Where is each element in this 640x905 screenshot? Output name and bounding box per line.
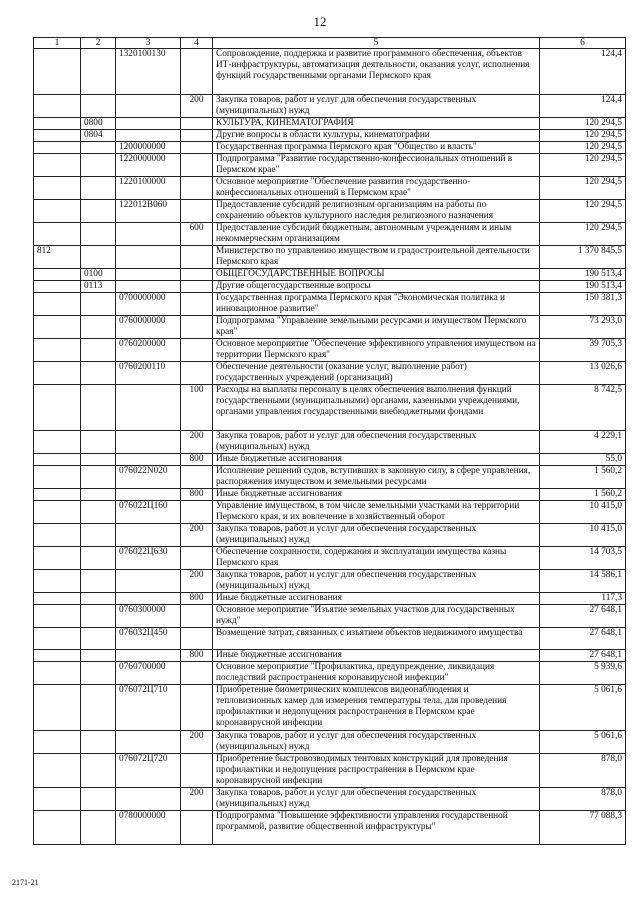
table-row [34, 685, 626, 731]
section-code-cell [81, 454, 116, 466]
amount-cell: 190 513,4 [540, 269, 626, 281]
item-name-cell: ОБЩЕГОСУДАРСТВЕННЫЕ ВОПРОСЫ [213, 269, 540, 281]
item-name-cell: Подпрограмма "Повышение эффективности управления государственной программой, развитие общественной инфраструктуры" [213, 811, 540, 845]
target-article-cell: 076022Ц630 [116, 547, 181, 570]
expense-type-cell [181, 142, 213, 154]
expense-type-cell [181, 605, 213, 628]
expense-type-cell: 600 [181, 223, 213, 246]
ministry-code-cell [34, 362, 81, 385]
table-header-row [34, 38, 626, 49]
item-name-cell: Управление имуществом, в том числе земельными участками на территории Пермского края, и их вовлечение в хозяйственный оборот [213, 501, 540, 524]
expense-type-cell [181, 685, 213, 731]
table-row [34, 662, 626, 685]
target-article-cell [116, 454, 181, 466]
amount-cell: 120 294,5 [540, 118, 626, 130]
amount-cell: 39 705,3 [540, 339, 626, 362]
item-name-cell: Государственная программа Пермского края "Общество и власть" [213, 142, 540, 154]
table-row [34, 200, 626, 223]
item-name-cell: Возмещение затрат, связанных с изъятием объектов недвижимого имущества [213, 628, 540, 650]
section-code-cell [81, 501, 116, 524]
target-article-cell: 0760200110 [116, 362, 181, 385]
expense-type-cell: 200 [181, 95, 213, 118]
item-name-cell: Предоставление субсидий религиозным организациям на работы по сохранению объектов культурного наследия религиозного назначения [213, 200, 540, 223]
section-code-cell [81, 316, 116, 339]
expense-type-cell: 200 [181, 731, 213, 754]
amount-cell: 5 061,6 [540, 685, 626, 731]
amount-cell: 10 415,0 [540, 524, 626, 547]
item-name-cell: Приобретение биометрических комплексов видеонаблюдения и тепловизионных камер для измерения температуры тела, для проведения профилактики и недопущения распространения в Пермском крае коронавирусной инфекции [213, 685, 540, 731]
document-footer-code: 2171-21 [12, 878, 39, 887]
section-code-cell [81, 293, 116, 316]
section-code-cell [81, 385, 116, 431]
item-name-cell: КУЛЬТУРА, КИНЕМАТОГРАФИЯ [213, 118, 540, 130]
amount-cell: 1 560,2 [540, 489, 626, 501]
item-name-cell: Иные бюджетные ассигнования [213, 650, 540, 662]
ministry-code-cell [34, 628, 81, 650]
table-row [34, 547, 626, 570]
amount-cell: 27 648,1 [540, 605, 626, 628]
ministry-code-cell [34, 293, 81, 316]
page-number: 12 [313, 14, 327, 29]
ministry-code-cell: 812 [34, 246, 81, 269]
section-code-cell [81, 177, 116, 200]
amount-cell: 120 294,5 [540, 200, 626, 223]
ministry-code-cell [34, 501, 81, 524]
target-article-cell [116, 118, 181, 130]
budget-table [33, 37, 626, 845]
section-code-cell: 0800 [81, 118, 116, 130]
target-article-cell: 076032Ц450 [116, 628, 181, 650]
ministry-code-cell [34, 489, 81, 501]
amount-cell: 73 293,0 [540, 316, 626, 339]
expense-type-cell: 800 [181, 489, 213, 501]
item-name-cell: Закупка товаров, работ и услуг для обеспечения государственных (муниципальных) нужд [213, 731, 540, 754]
target-article-cell [116, 524, 181, 547]
section-code-cell [81, 223, 116, 246]
section-code-cell: 0113 [81, 281, 116, 293]
item-name-cell: Государственная программа Пермского края "Экономическая политика и инновационное развитие" [213, 293, 540, 316]
ministry-code-cell [34, 662, 81, 685]
item-name-cell: Основное мероприятие "Обеспечение развития государственно-конфессиональных отношений в Пермском крае" [213, 177, 540, 200]
ministry-code-cell [34, 223, 81, 246]
target-article-cell [116, 95, 181, 118]
table-row [34, 339, 626, 362]
amount-cell: 5 939,6 [540, 662, 626, 685]
item-name-cell: Иные бюджетные ассигнования [213, 454, 540, 466]
amount-cell: 10 415,0 [540, 501, 626, 524]
expense-type-cell [181, 200, 213, 223]
target-article-cell: 1220000000 [116, 154, 181, 177]
amount-cell: 27 648,1 [540, 650, 626, 662]
table-row [34, 524, 626, 547]
expense-type-cell: 200 [181, 570, 213, 593]
ministry-code-cell [34, 385, 81, 431]
item-name-cell: Обеспечение деятельности (оказание услуг, выполнение работ) государственных учреждений (организаций) [213, 362, 540, 385]
table-row [34, 130, 626, 142]
section-code-cell [81, 605, 116, 628]
item-name-cell: Закупка товаров, работ и услуг для обеспечения государственных (муниципальных) нужд [213, 570, 540, 593]
section-code-cell [81, 628, 116, 650]
section-code-cell [81, 339, 116, 362]
column-header: 1 [34, 38, 81, 49]
expense-type-cell: 200 [181, 524, 213, 547]
table-row [34, 788, 626, 811]
expense-type-cell [181, 754, 213, 788]
item-name-cell: Подпрограмма "Управление земельными ресурсами и имуществом Пермского края" [213, 316, 540, 339]
table-row [34, 650, 626, 662]
item-name-cell: Подпрограмма "Развитие государственно-конфессиональных отношений в Пермском крае" [213, 154, 540, 177]
expense-type-cell: 800 [181, 650, 213, 662]
item-name-cell: Иные бюджетные ассигнования [213, 593, 540, 605]
expense-type-cell [181, 49, 213, 95]
table-row [34, 605, 626, 628]
ministry-code-cell [34, 49, 81, 95]
section-code-cell [81, 662, 116, 685]
ministry-code-cell [34, 200, 81, 223]
item-name-cell: Обеспечение сохранности, содержания и эксплуатации имущества казны Пермского края [213, 547, 540, 570]
amount-cell: 5 061,6 [540, 731, 626, 754]
amount-cell: 878,0 [540, 754, 626, 788]
section-code-cell [81, 570, 116, 593]
section-code-cell [81, 362, 116, 385]
target-article-cell [116, 593, 181, 605]
ministry-code-cell [34, 142, 81, 154]
ministry-code-cell [34, 118, 81, 130]
ministry-code-cell [34, 431, 81, 454]
item-name-cell: Закупка товаров, работ и услуг для обеспечения государственных (муниципальных) нужд [213, 524, 540, 547]
ministry-code-cell [34, 788, 81, 811]
expense-type-cell: 800 [181, 454, 213, 466]
column-header: 6 [540, 38, 626, 49]
table-row [34, 628, 626, 650]
section-code-cell [81, 489, 116, 501]
ministry-code-cell [34, 130, 81, 142]
table-row [34, 246, 626, 269]
amount-cell: 124,4 [540, 49, 626, 95]
ministry-code-cell [34, 316, 81, 339]
ministry-code-cell [34, 685, 81, 731]
table-row [34, 593, 626, 605]
column-header: 5 [213, 38, 540, 49]
target-article-cell: 1200000000 [116, 142, 181, 154]
section-code-cell [81, 49, 116, 95]
table-row [34, 362, 626, 385]
table-row [34, 95, 626, 118]
target-article-cell [116, 788, 181, 811]
target-article-cell: 1320100130 [116, 49, 181, 95]
section-code-cell [81, 593, 116, 605]
expense-type-cell [181, 547, 213, 570]
expense-type-cell [181, 811, 213, 845]
expense-type-cell [181, 154, 213, 177]
target-article-cell [116, 489, 181, 501]
section-code-cell [81, 466, 116, 489]
ministry-code-cell [34, 177, 81, 200]
amount-cell: 117,3 [540, 593, 626, 605]
expense-type-cell [181, 316, 213, 339]
amount-cell: 1 560,2 [540, 466, 626, 489]
amount-cell: 878,0 [540, 788, 626, 811]
item-name-cell: Другие общегосударственные вопросы [213, 281, 540, 293]
table-row [34, 731, 626, 754]
expense-type-cell [181, 118, 213, 130]
target-article-cell [116, 246, 181, 269]
target-article-cell: 1220100000 [116, 177, 181, 200]
ministry-code-cell [34, 339, 81, 362]
table-row [34, 570, 626, 593]
target-article-cell [116, 731, 181, 754]
section-code-cell [81, 246, 116, 269]
target-article-cell: 076022Ц160 [116, 501, 181, 524]
section-code-cell [81, 142, 116, 154]
expense-type-cell: 800 [181, 593, 213, 605]
ministry-code-cell [34, 466, 81, 489]
item-name-cell: Основное мероприятие "Изъятие земельных участков для государственных нужд" [213, 605, 540, 628]
target-article-cell: 076072Ц710 [116, 685, 181, 731]
target-article-cell: 0700000000 [116, 293, 181, 316]
table-row [34, 49, 626, 95]
item-name-cell: Закупка товаров, работ и услуг для обеспечения государственных (муниципальных) нужд [213, 431, 540, 454]
item-name-cell: Другие вопросы в области культуры, кинематографии [213, 130, 540, 142]
ministry-code-cell [34, 593, 81, 605]
ministry-code-cell [34, 281, 81, 293]
amount-cell: 150 381,3 [540, 293, 626, 316]
amount-cell: 120 294,5 [540, 154, 626, 177]
section-code-cell [81, 731, 116, 754]
section-code-cell [81, 200, 116, 223]
section-code-cell [81, 811, 116, 845]
table-row [34, 177, 626, 200]
ministry-code-cell [34, 269, 81, 281]
section-code-cell [81, 154, 116, 177]
target-article-cell [116, 385, 181, 431]
section-code-cell [81, 754, 116, 788]
table-row [34, 466, 626, 489]
amount-cell: 4 229,1 [540, 431, 626, 454]
ministry-code-cell [34, 524, 81, 547]
item-name-cell: Предоставление субсидий бюджетным, автономным учреждениям и иным некоммерческим организациям [213, 223, 540, 246]
ministry-code-cell [34, 731, 81, 754]
section-code-cell [81, 95, 116, 118]
target-article-cell: 0760300000 [116, 605, 181, 628]
item-name-cell: Основное мероприятие "Профилактика, предупреждение, ликвидация последствий распространения коронавирусной инфекции" [213, 662, 540, 685]
item-name-cell: Министерство по управлению имуществом и градостроительной деятельности Пермского края [213, 246, 540, 269]
table-row [34, 501, 626, 524]
table-row [34, 223, 626, 246]
target-article-cell [116, 223, 181, 246]
column-header: 2 [81, 38, 116, 49]
amount-cell: 120 294,5 [540, 142, 626, 154]
target-article-cell: 0760200000 [116, 339, 181, 362]
ministry-code-cell [34, 605, 81, 628]
amount-cell: 27 648,1 [540, 628, 626, 650]
amount-cell: 77 088,3 [540, 811, 626, 845]
expense-type-cell [181, 281, 213, 293]
ministry-code-cell [34, 95, 81, 118]
table-row [34, 293, 626, 316]
expense-type-cell [181, 466, 213, 489]
expense-type-cell [181, 130, 213, 142]
expense-type-cell [181, 177, 213, 200]
target-article-cell [116, 281, 181, 293]
amount-cell: 1 370 845,5 [540, 246, 626, 269]
section-code-cell: 0804 [81, 130, 116, 142]
section-code-cell: 0100 [81, 269, 116, 281]
section-code-cell [81, 524, 116, 547]
amount-cell: 14 703,5 [540, 547, 626, 570]
column-header: 4 [181, 38, 213, 49]
ministry-code-cell [34, 154, 81, 177]
table-row [34, 811, 626, 845]
target-article-cell: 0760000000 [116, 316, 181, 339]
amount-cell: 120 294,5 [540, 130, 626, 142]
expense-type-cell [181, 339, 213, 362]
expense-type-cell: 100 [181, 385, 213, 431]
table-row [34, 431, 626, 454]
expense-type-cell [181, 662, 213, 685]
ministry-code-cell [34, 650, 81, 662]
table-row [34, 118, 626, 130]
target-article-cell: 076022N020 [116, 466, 181, 489]
expense-type-cell [181, 293, 213, 316]
amount-cell: 120 294,5 [540, 223, 626, 246]
target-article-cell [116, 570, 181, 593]
expense-type-cell [181, 628, 213, 650]
expense-type-cell: 200 [181, 431, 213, 454]
expense-type-cell [181, 501, 213, 524]
item-name-cell: Иные бюджетные ассигнования [213, 489, 540, 501]
item-name-cell: Закупка товаров, работ и услуг для обеспечения государственных (муниципальных) нужд [213, 788, 540, 811]
target-article-cell [116, 130, 181, 142]
item-name-cell: Приобретение быстровозводимых тентовых конструкций для проведения профилактики и недопущения распространения в Пермском крае коронавирусной инфекции [213, 754, 540, 788]
section-code-cell [81, 547, 116, 570]
section-code-cell [81, 685, 116, 731]
amount-cell: 55,0 [540, 454, 626, 466]
column-header: 3 [116, 38, 181, 49]
table-row [34, 454, 626, 466]
table-row [34, 154, 626, 177]
amount-cell: 124,4 [540, 95, 626, 118]
table-row [34, 281, 626, 293]
target-article-cell: 122012В060 [116, 200, 181, 223]
target-article-cell: 0760700000 [116, 662, 181, 685]
amount-cell: 14 586,1 [540, 570, 626, 593]
table-row [34, 489, 626, 501]
item-name-cell: Основное мероприятие "Обеспечение эффективного управления имуществом на территории Пермского края" [213, 339, 540, 362]
amount-cell: 8 742,5 [540, 385, 626, 431]
amount-cell: 190 513,4 [540, 281, 626, 293]
ministry-code-cell [34, 570, 81, 593]
target-article-cell [116, 269, 181, 281]
item-name-cell: Закупка товаров, работ и услуг для обеспечения государственных (муниципальных) нужд [213, 95, 540, 118]
item-name-cell: Сопровождение, поддержка и развитие программного обеспечения, объектов ИТ-инфраструктуры, автоматизация деятельности, оказания услуг, исполнения функций государственными органами Пермского края [213, 49, 540, 95]
amount-cell: 120 294,5 [540, 177, 626, 200]
table-row [34, 316, 626, 339]
target-article-cell: 076072Ц720 [116, 754, 181, 788]
target-article-cell [116, 650, 181, 662]
ministry-code-cell [34, 454, 81, 466]
table-row [34, 385, 626, 431]
ministry-code-cell [34, 754, 81, 788]
expense-type-cell [181, 246, 213, 269]
item-name-cell: Расходы на выплаты персоналу в целях обеспечения выполнения функций государственными (муниципальными) органами, казенными учреждениями, органами управления государственными внебюджетными фондами [213, 385, 540, 431]
ministry-code-cell [34, 547, 81, 570]
expense-type-cell [181, 269, 213, 281]
ministry-code-cell [34, 811, 81, 845]
expense-type-cell: 200 [181, 788, 213, 811]
expense-type-cell [181, 362, 213, 385]
section-code-cell [81, 788, 116, 811]
table-row [34, 269, 626, 281]
amount-cell: 13 026,6 [540, 362, 626, 385]
target-article-cell: 0780000000 [116, 811, 181, 845]
section-code-cell [81, 431, 116, 454]
table-row [34, 754, 626, 788]
table-row [34, 142, 626, 154]
section-code-cell [81, 650, 116, 662]
item-name-cell: Исполнение решений судов, вступивших в законную силу, в сфере управления, распоряжения имуществом и земельными ресурсами [213, 466, 540, 489]
target-article-cell [116, 431, 181, 454]
